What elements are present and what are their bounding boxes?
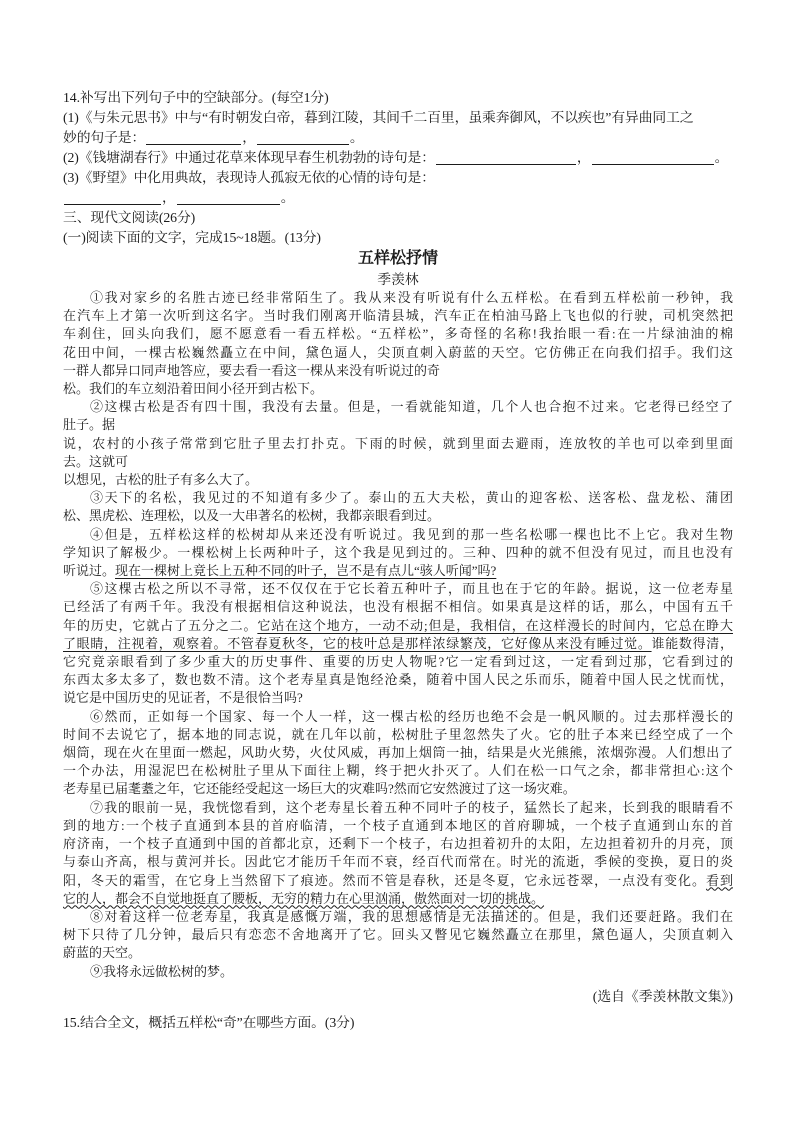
text-segment: (一)阅读下面的文字，完成15~18题。(13分)	[63, 230, 321, 245]
text-segment: 以想见，古松的肚子有多么大了。	[63, 472, 259, 488]
essay-p6-l2	[63, 726, 733, 744]
text-segment: ②这棵古松是否有四十围，我没有去量。但是，一看就能知道，几个人也合抱不过来。它老得已经空了	[90, 399, 733, 415]
text-segment: (选自《季羡林散文集》)	[592, 988, 733, 1004]
essay-title	[63, 248, 733, 270]
essay-p8-l3	[63, 944, 733, 962]
essay-p2-l1	[63, 398, 733, 416]
essay-p7-l5	[63, 872, 733, 890]
essay-p5-l7	[63, 689, 733, 707]
essay-p5-l1	[63, 580, 733, 598]
text-segment: 东西太多太多了，数也数不清。这个老寿星真是饱经沧桑，随着中国人民之乐而乐，随着中国人民之忧而忧，	[63, 672, 733, 688]
essay-p7-l1	[63, 799, 733, 817]
text-segment: 妙的句子是：	[63, 130, 146, 145]
essay-p1-l4	[63, 344, 733, 362]
text-segment: 。	[714, 150, 729, 165]
essay-p7-l2	[63, 817, 733, 835]
text-segment: 它究竟亲眼看到了多少重大的历史事件、重要的历史人物呢?它一定看到过这，一定看到过那，它看到过的	[63, 654, 733, 670]
text-segment: ，	[162, 190, 176, 205]
answer-blank	[257, 132, 349, 145]
text-segment: 。	[280, 190, 295, 205]
question-14-stem	[63, 88, 733, 108]
essay-p5-l2	[63, 598, 733, 616]
underlined-text: 现在一棵树上竟长上五种不同的叶子，岂不是有点儿“骇人听闻”吗?	[115, 563, 497, 579]
text-segment: 车刹住，回头向我们，愿不愿意看一看五样松。“五样松”，多奇怪的名称!我抬眼一看:在一片绿油油的棉	[63, 326, 733, 342]
text-segment: 14.补写出下列句子中的空缺部分。(每空1分)	[63, 90, 329, 105]
essay-p6-l1	[63, 708, 733, 726]
text-segment: ③天下的名松，我见过的不知道有多少了。泰山的五大夫松，黄山的迎客松、送客松、盘龙松、蒲团	[90, 490, 733, 506]
essay-p4-l1	[63, 526, 733, 544]
text-segment: ⑤这棵古松之所以不寻常，还不仅仅在于它长着五种叶子，而且也在于它的年龄。据说，这一位老寿星	[90, 581, 733, 597]
text-segment: (3)《野望》中化用典故，表现诗人孤寂无依的心情的诗句是：	[63, 170, 435, 185]
text-segment: 五样松抒情	[357, 250, 438, 267]
text-segment: 15.结合全文，概括五样松“奇”在哪些方面。(3分)	[63, 1014, 355, 1030]
text-segment: 树下只待了几分钟，最后只有恋恋不舍地离开了它。回头又瞥见它巍然矗立在那里，黛色逼人，尖顶直刺入	[63, 927, 733, 943]
text-segment: 阳，冬天的霜雪，在它身上当然留下了痕迹。然而不管是春秋，还是冬夏，它永远苍翠，一点没有变化。	[63, 872, 706, 888]
text-segment: 烟筒，现在火在里面一燃起，风助火势，火仗风威，再加上烟筒一抽，结果是火光熊熊，浓烟弥漫。人们想出了	[63, 745, 733, 761]
essay-p5-l6	[63, 671, 733, 689]
essay-p2-l5	[63, 471, 733, 489]
essay-p8-l1	[63, 908, 733, 926]
essay-p2-l2	[63, 416, 733, 434]
underlined-text: 它站在这个地方，一动不动;但是，我相信，在这样漫长的时间内，它总在睁大	[257, 617, 733, 633]
essay-p8-l2	[63, 926, 733, 944]
text-segment: ⑥然而，正如每一个国家、每一个人一样，这一棵古松的经历也绝不会是一帆风顺的。过去那样漫长的	[90, 708, 733, 724]
section-3-heading	[63, 208, 733, 228]
text-segment: ①我对家乡的名胜古迹已经非常陌生了。我从来没有听说有什么五样松。在看到五样松前一秒钟，我	[90, 290, 733, 305]
text-segment: 听说过。	[63, 563, 116, 579]
text-segment: 花田中间，一棵古松巍然矗立在中间，黛色逼人，尖顶直刺入蔚蓝的天空。它仿佛正在向我们招手。我们这	[63, 344, 733, 360]
q14-item3-blanks	[63, 188, 733, 208]
essay-p7-l3	[63, 835, 733, 853]
essay-p7-l4	[63, 853, 733, 871]
text-segment: 蔚蓝的天空。	[63, 945, 142, 961]
text-segment: 谁能数得清，	[651, 635, 733, 651]
answer-blank	[64, 192, 161, 205]
essay-p5-l3	[63, 617, 733, 635]
essay-p9-l1	[63, 963, 733, 981]
text-segment: 在汽车上才第一次听到这名字。当时我们刚离开临清县城，汽车正在柏油马路上飞也似的行驶，司机突然把	[63, 308, 733, 324]
essay-p1-l5	[63, 362, 733, 380]
q14-item2	[63, 148, 733, 168]
underlined-text: 了眼睛，注视着，观察着。不管春夏秋冬，它的枝叶总是那样浓绿繁茂，它好像从来没有睡过觉。	[63, 635, 652, 651]
essay-p5-l4	[63, 635, 733, 653]
essay-p1-l6	[63, 380, 733, 398]
text-segment: 说它是中国历史的见证者，不是很恰当吗?	[63, 690, 303, 706]
essay-p6-l4	[63, 762, 733, 780]
text-segment: 去。这就可	[63, 453, 129, 469]
essay-p3-l2	[63, 507, 733, 525]
essay-p4-l3	[63, 562, 733, 580]
text-segment: 一群人都异口同声地答应，要去看一看这一棵从来没有听说过的奇	[63, 362, 441, 378]
text-segment: ⑨我将永远做松树的梦。	[90, 963, 234, 979]
essay-author	[63, 270, 733, 289]
text-segment: 说，农村的小孩子常常到它肚子里去打扑克。下雨的时候，就到里面去避雨，连放牧的羊也可以牵到里面	[63, 435, 733, 451]
question-15	[63, 1013, 733, 1033]
essay-p6-l3	[63, 744, 733, 762]
text-segment: 季羡林	[377, 272, 419, 287]
essay-p1-l1	[63, 289, 733, 307]
reading-1-instruction	[63, 228, 733, 248]
text-segment: (2)《钱塘湖春行》中通过花草来体现早春生机勃勃的诗句是：	[63, 150, 435, 165]
text-segment: 松。我们的车立刻沿着田间小径开到古松下。	[63, 381, 324, 397]
text-segment: 时间不去说它了，据本地的同志说，就在几年以前，松树肚子里忽然失了火。它的肚子本来已经空成了一个	[63, 726, 733, 742]
essay-source	[63, 987, 733, 1007]
essay-p2-l4	[63, 453, 733, 471]
answer-blank	[177, 192, 280, 205]
text-segment: 一个办法，用湿泥巴在松树肚子里从下面往上糊，终于把火扑灭了。人们在松一口气之余，都非常担心:这个	[63, 763, 733, 779]
text-segment: 松、黑虎松、连理松，以及一大串著名的松树，我都亲眼看到过。	[63, 508, 441, 524]
essay-p2-l3	[63, 435, 733, 453]
text-segment: 与泰山齐高，根与黄河并长。因此它才能历千年而不衰，经百代而常在。时光的流逝，季候的变换，夏日的炎	[63, 854, 733, 870]
answer-blank	[436, 152, 576, 165]
text-segment: 。	[349, 130, 364, 145]
q14-item3-text	[63, 168, 733, 188]
answer-blank	[592, 152, 714, 165]
essay-p1-l3	[63, 325, 733, 343]
wavy-underlined-text: 它的人，都会不自觉地挺直了腰板，无穷的精力在心里汹涌，傲然面对一切的挑战。	[63, 890, 545, 906]
text-segment: ，	[242, 130, 256, 145]
essay-p6-l5	[63, 780, 733, 798]
wavy-underlined-text: 看到	[706, 872, 733, 888]
text-segment: 年的历史，它就占了五分之二。	[63, 617, 258, 633]
essay-p7-l6	[63, 890, 733, 908]
essay-p5-l5	[63, 653, 733, 671]
text-segment: ⑦我的眼前一晃，我恍惚看到，这个老寿星长着五种不同叶子的枝子，猛然长了起来，长到我的眼睛看不	[90, 799, 733, 815]
essay-p1-l2	[63, 307, 733, 325]
text-segment: 已经活了有两千年。我没有根据相信这种说法，也没有根据不相信。如果真是这样的话，那么，中国有五千	[63, 599, 733, 615]
text-segment: (1)《与朱元思书》中与“有时朝发白帝，暮到江陵，其间千二百里，虽乘奔御风，不以疾也”有异曲同工之	[63, 110, 694, 125]
text-segment: 到的地方:一个枝子直通到本县的首府临清，一个枝子直通到本地区的首府聊城，一个枝子直通到山东的首	[63, 817, 733, 833]
text-segment: 学知识了解极少。一棵松树上长两种叶子，这个我是见到过的。三种、四种的就不但没有见过，而且也没有	[63, 544, 733, 560]
text-segment: 老寿星已届耄耋之年，它还能经受起这一场巨大的灾难吗?然而它安然渡过了这一场灾难。	[63, 781, 576, 797]
document-body	[63, 88, 733, 1033]
text-segment: 府济南，一个枝子直通到中国的首都北京，还剩下一个枝子，右边担着初升的太阳，左边担着初升的月亮，顶	[63, 836, 733, 852]
text-segment: 肚子。据	[63, 417, 116, 433]
text-segment: ④但是，五样松这样的松树却从来还没有听说过。我见到的那一些名松哪一棵也比不上它。我对生物	[90, 526, 733, 542]
text-segment: 三、现代文阅读(26分)	[63, 210, 196, 225]
essay-p3-l1	[63, 489, 733, 507]
essay-p4-l2	[63, 544, 733, 562]
q14-item1-blanks	[63, 128, 733, 148]
text-segment: ⑧对着这样一位老寿星，我真是感慨万端，我的思想感情是无法描述的。但是，我们还要赶路。我们在	[90, 908, 733, 924]
answer-blank	[146, 132, 241, 145]
q14-item1-text	[63, 108, 733, 128]
text-segment: ，	[576, 150, 591, 165]
